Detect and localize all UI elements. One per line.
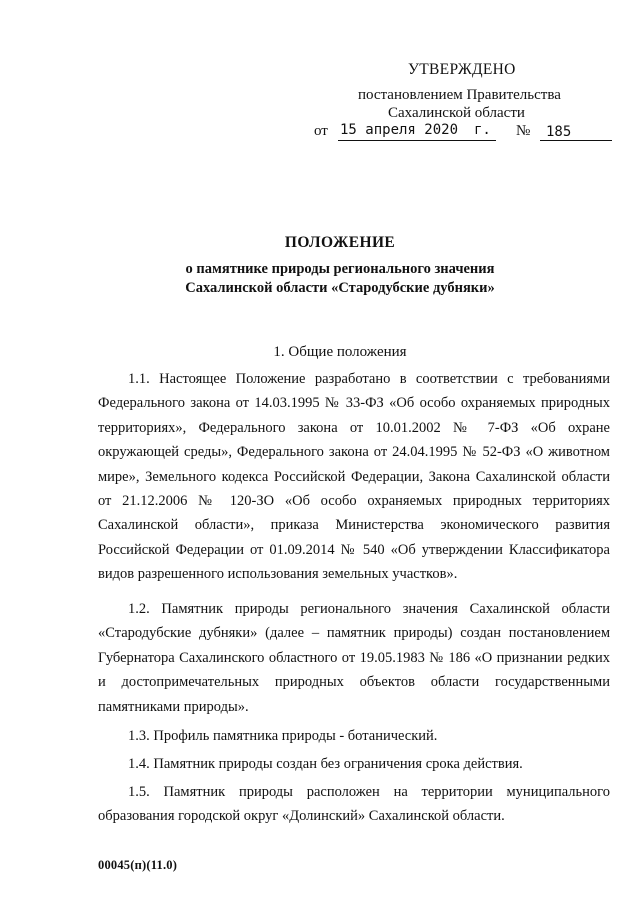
paragraph-1-5: 1.5. Памятник природы расположен на территории муниципального образования городской округ «Долинский» Сахалинской области.: [98, 784, 610, 825]
paragraph-1-2: 1.2. Памятник природы регионального значения Сахалинской области «Стародубские дубняки» (далее – памятник природы) создан постановлением Губернатора Сахалинского областного от 19.05.1983 № 186 «О признании редких и достопримечательных природных объектов области государственными памятниками природы».: [98, 601, 610, 715]
paragraph-1-1: 1.1. Настоящее Положение разработано в соответствии с требованиями Федерального закона от 14.03.1995 № 33-ФЗ «Об особо охраняемых природных территориях», Федерального закона от 10.01.2002 № 7-ФЗ «Об охране окружающей среды», Федерального закона от 24.04.1995 № 52-ФЗ «О животном мире», Земельного кодекса Российской Федерации, Закона Сахалинской области от 21.12.2006 № 120-ЗО «Об особо охраняемых природных территориях Сахалинской области», приказа Министерства экономического развития Российской Федерации от 01.09.2014 № 540 «Об утверждении Классификатора видов разрешенного использования земельных участков».: [98, 371, 610, 583]
document-title: ПОЛОЖЕНИЕ: [284, 234, 396, 251]
date-number-line: [314, 122, 614, 144]
paragraph-1-4: 1.4. Памятник природы создан без ограничения срока действия.: [128, 756, 523, 772]
section-heading: 1. Общие положения: [273, 344, 407, 360]
decree-label: постановлением Правительства: [358, 87, 561, 103]
approved-label: УТВЕРЖДЕНО: [408, 61, 516, 78]
number-sign: №: [516, 123, 531, 139]
region-label: Сахалинской области: [388, 105, 525, 121]
paragraph-1-3: 1.3. Профиль памятника природы - ботанический.: [128, 728, 438, 744]
document-subtitle-line-2: Сахалинской области «Стародубские дубняки»: [185, 280, 495, 296]
from-label: от: [314, 123, 328, 139]
date-field: [338, 122, 496, 141]
date-value: 15 апреля 2020: [340, 122, 459, 138]
document-subtitle-line-1: о памятнике природы регионального значения: [185, 261, 495, 277]
number-field: [540, 122, 612, 141]
document-code: 00045(п)(11.0): [98, 858, 178, 872]
number-value: 185: [546, 124, 572, 140]
year-suffix: г.: [474, 122, 491, 138]
